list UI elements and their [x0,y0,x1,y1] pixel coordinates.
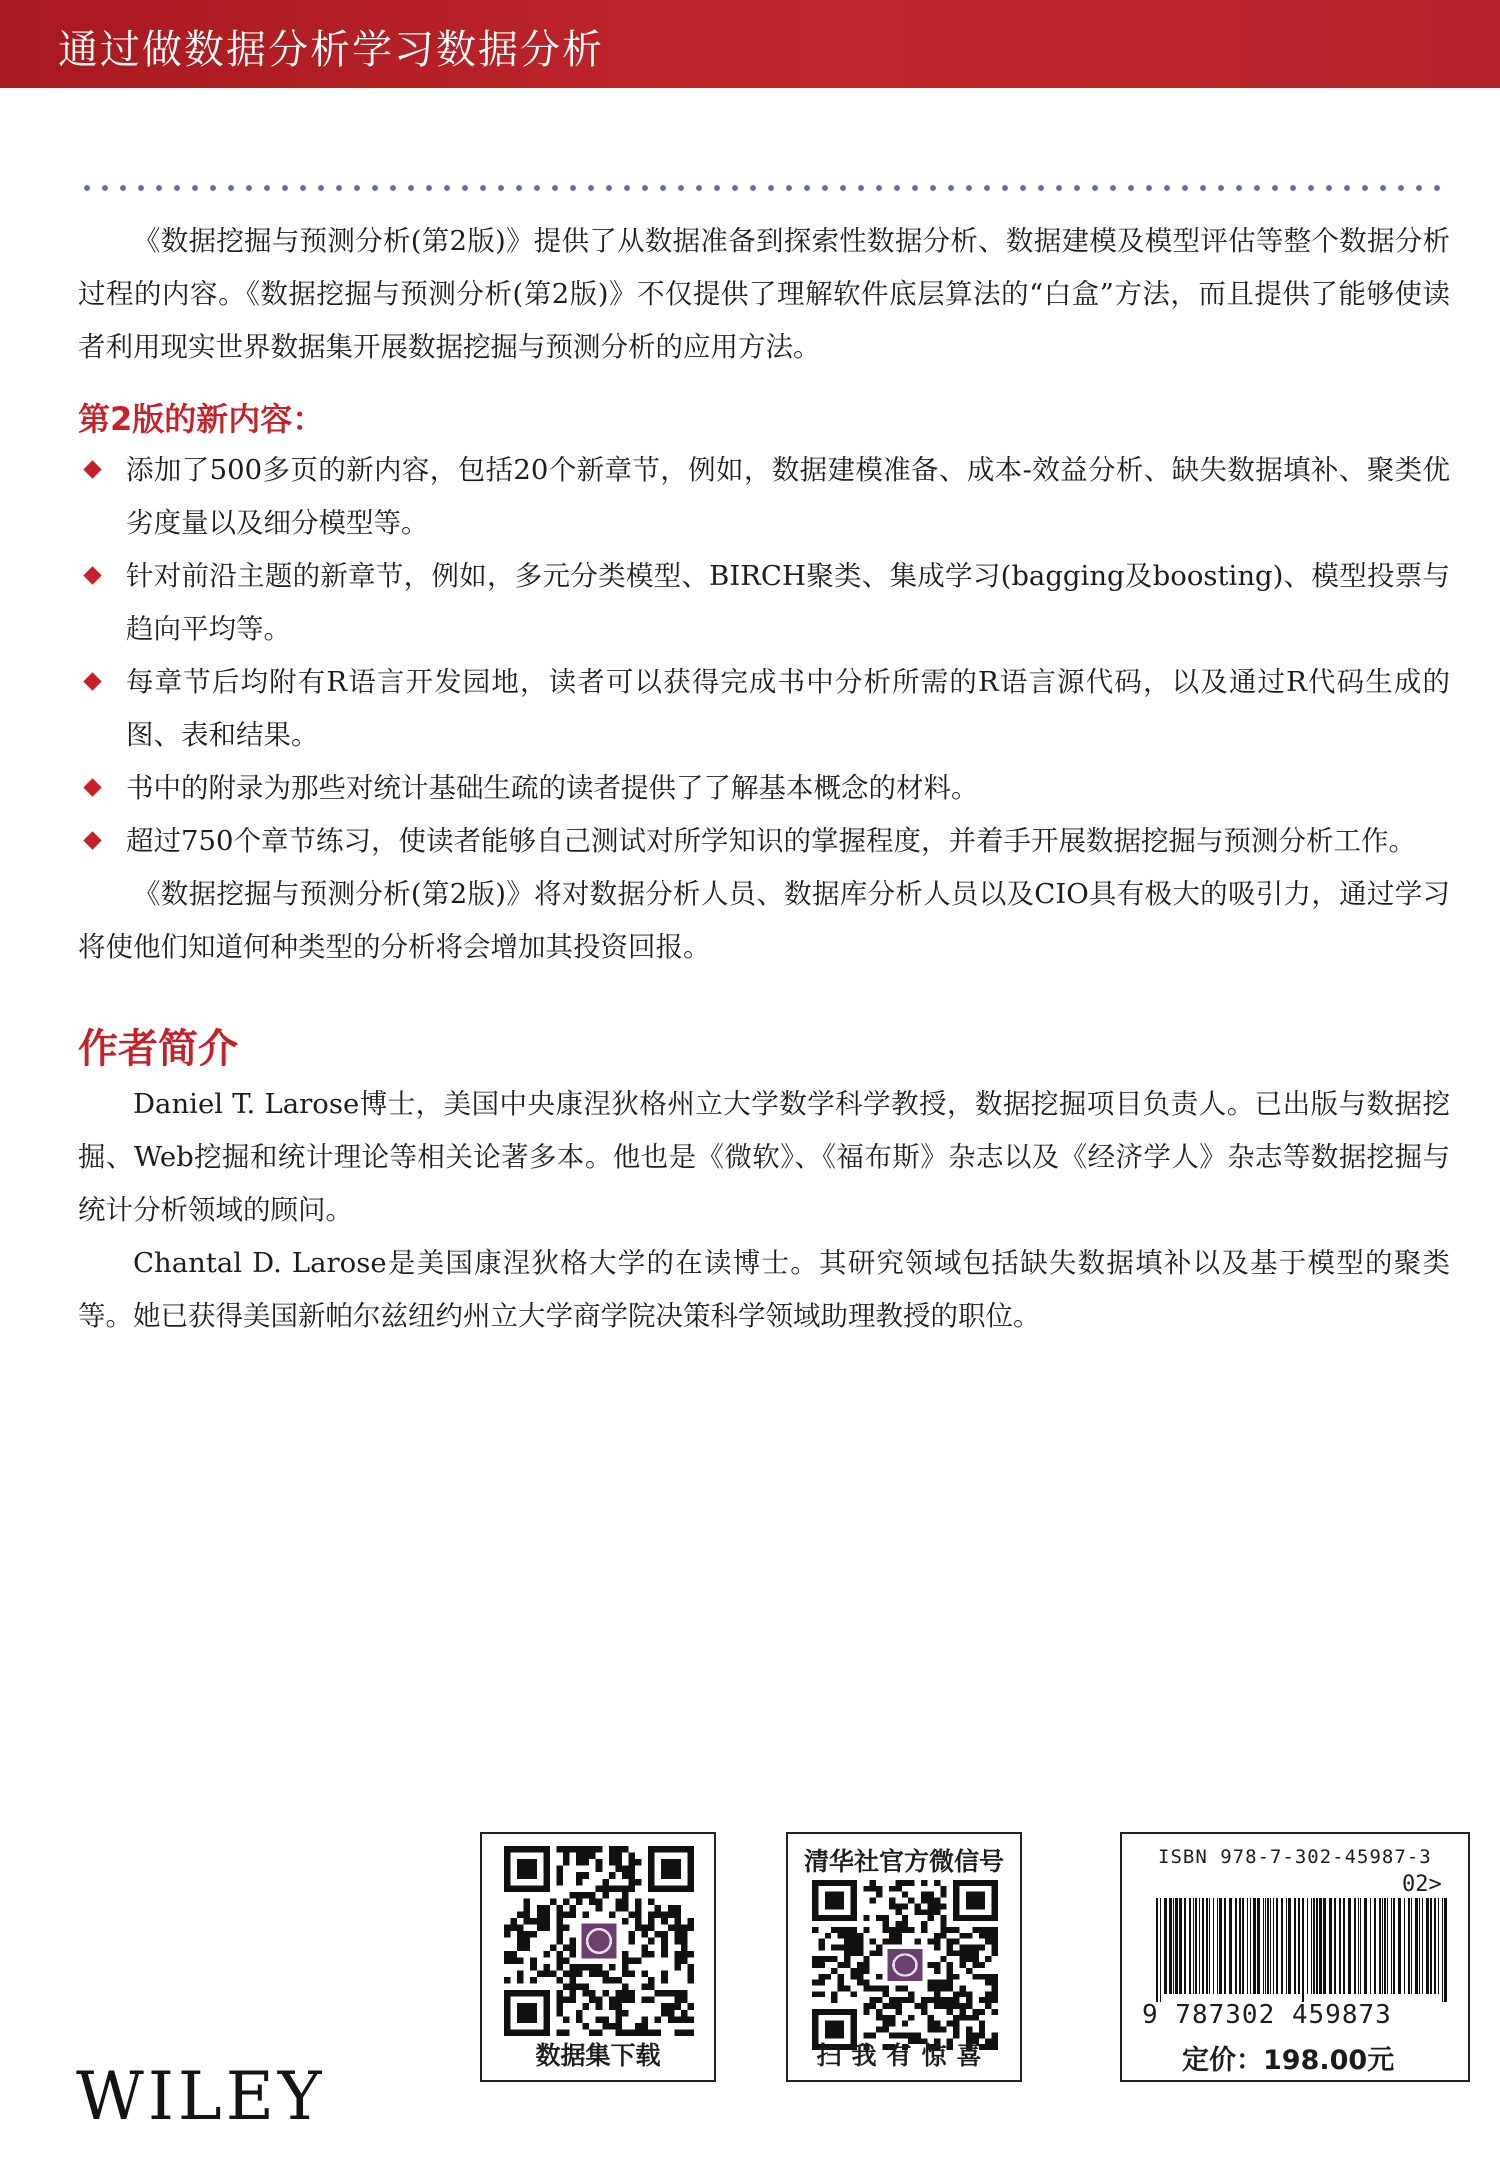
banner-title: 通过做数据分析学习数据分析 [58,27,604,73]
isbn-addon: 02> [1402,1872,1442,1897]
diamond-bullet-icon [83,566,101,584]
barcode-icon [1152,1898,1452,2002]
list-item [78,656,1450,762]
wechat-qr-label: 扫我有惊喜 [816,2041,992,2070]
list-item [78,815,1450,868]
intro-paragraph: 《数据挖掘与预测分析(第2版)》提供了从数据准备到探索性数据分析、数据建模及模型评估等整个数据分析过程的内容。《数据挖掘与预测分析(第2版)》不仅提供了理解软件底层算法的“白盒”方法，而且提供了能够使读者利用现实世界数据集开展数据挖掘与预测分析的应用方法。 [78,225,1450,363]
wechat-qr-card [786,1832,1022,2082]
closing-paragraph: 《数据挖掘与预测分析(第2版)》将对数据分析人员、数据库分析人员以及CIO具有极大的吸引力，通过学习将使他们知道何种类型的分析将会增加其投资回报。 [78,878,1450,963]
diamond-bullet-icon [83,672,101,690]
wiley-logo: WILEY [76,2058,326,2135]
diamond-bullet-icon [83,778,101,796]
dataset-qr-code-icon [504,1846,694,2036]
main-content [78,215,1450,1343]
dataset-qr-label: 数据集下载 [535,2041,661,2070]
author-bio: Daniel T. Larose博士，美国中央康涅狄格州立大学数学科学教授，数据挖掘项目负责人。已出版与数据挖掘、Web挖掘和统计理论等相关论著多本。他也是《微软》、《福布斯》杂志以及《经济学人》杂志等数据挖掘与统计分析领域的顾问。 [78,1088,1450,1226]
list-item-text: 超过750个章节练习，使读者能够自己测试对所学知识的掌握程度，并着手开展数据挖掘与预测分析工作。 [126,825,1416,857]
price: 定价：198.00元 [1182,2045,1395,2076]
top-banner [0,0,1500,88]
author-bio: Chantal D. Larose是美国康涅狄格大学的在读博士。其研究领域包括缺失数据填补以及基于模型的聚类等。她已获得美国新帕尔兹纽约州立大学商学院决策科学领域助理教授的职位。 [78,1247,1450,1332]
dotted-divider [78,183,1448,193]
wechat-qr-title: 清华社官方微信号 [803,1847,1004,1876]
list-item-text: 针对前沿主题的新章节，例如，多元分类模型、BIRCH聚类、集成学习(bagging及boosting)、模型投票与趋向平均等。 [126,560,1450,645]
new-content-heading: 第2版的新内容： [78,400,325,438]
list-item-text: 书中的附录为那些对统计基础生疏的读者提供了了解基本概念的材料。 [126,772,979,804]
isbn-barcode-card [1120,1832,1470,2082]
list-item-text: 每章节后均附有R语言开发园地，读者可以获得完成书中分析所需的R语言源代码，以及通过R代码生成的图、表和结果。 [126,666,1450,751]
isbn-number: ISBN 978-7-302-45987-3 [1158,1846,1432,1868]
diamond-bullet-icon [83,831,101,849]
new-content-list [78,444,1450,868]
diamond-bullet-icon [83,460,101,478]
authors-heading: 作者简介 [78,1026,238,1072]
dataset-qr-card [480,1832,716,2082]
list-item-text: 添加了500多页的新内容，包括20个新章节，例如，数据建模准备、成本-效益分析、缺失数据填补、聚类优劣度量以及细分模型等。 [126,454,1450,539]
list-item [78,762,1450,815]
barcode-number: 9 787302 459873 [1142,2000,1392,2030]
list-item [78,550,1450,656]
wechat-qr-code-icon [812,1880,998,2050]
list-item [78,444,1450,550]
